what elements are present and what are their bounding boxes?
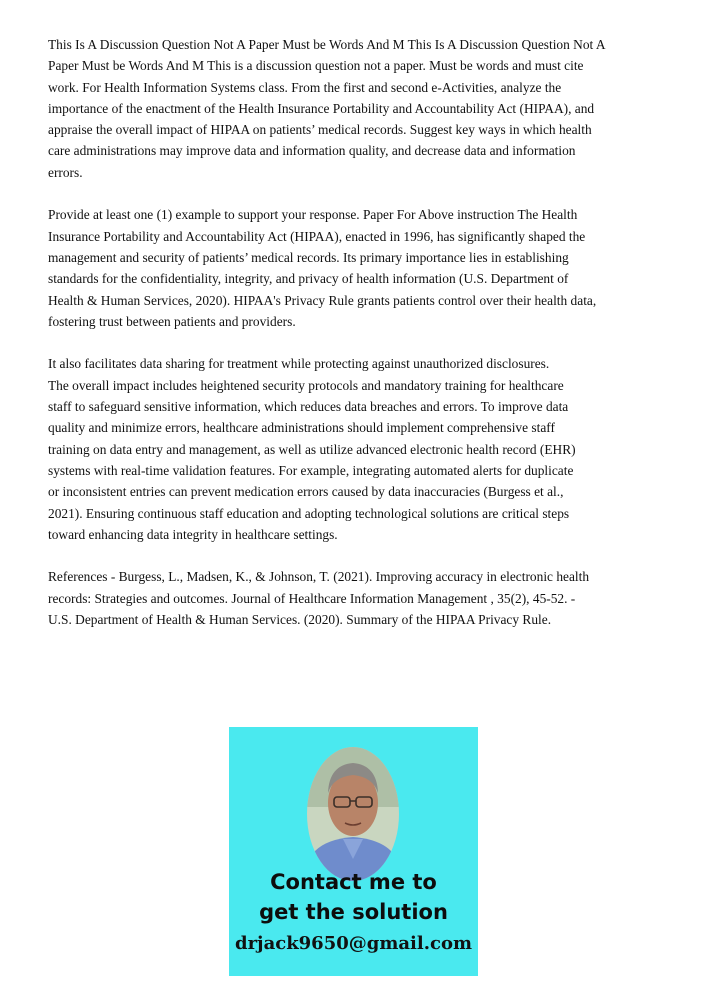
text-line: appraise the overall impact of HIPAA on patients’ medical records. Suggest key ways in which health	[48, 122, 592, 138]
text-line: records: Strategies and outcomes. Journal of Healthcare Information Management , 35(2), 45-52. -	[48, 590, 576, 606]
paragraph-question	[48, 34, 666, 183]
text-line: 2021). Ensuring continuous staff education and adopting technological solutions are critical steps	[48, 505, 570, 521]
text-line: This Is A Discussion Question Not A Paper Must be Words And M This Is A Discussion Question Not A	[48, 37, 606, 52]
text-line: or inconsistent entries can prevent medication errors caused by data inaccuracies (Burgess et al.,	[48, 484, 564, 500]
text-line: staff to safeguard sensitive information, which reduces data breaches and errors. To improve data	[48, 399, 569, 415]
text-line: training on data entry and management, as well as utilize advanced electronic health record (EHR)	[48, 441, 576, 457]
text-line: References - Burgess, L., Madsen, K., & Johnson, T. (2021). Improving accuracy in electronic health	[48, 569, 590, 585]
paragraph-answer-intro	[48, 204, 666, 332]
text-line: Provide at least one (1) example to support your response. Paper For Above instruction The Health	[48, 207, 578, 223]
text-line: standards for the confidentiality, integrity, and privacy of health information (U.S. Department of	[48, 271, 569, 287]
text-line: Insurance Portability and Accountability Act (HIPAA), enacted in 1996, has significantly shaped the	[48, 228, 586, 244]
paragraph-answer-body	[48, 353, 666, 545]
paragraph-references	[48, 566, 666, 630]
contact-heading-line: Contact me to	[270, 870, 437, 894]
text-line: U.S. Department of Health & Human Services. (2020). Summary of the HIPAA Privacy Rule.	[48, 612, 552, 628]
text-line: Paper Must be Words And M This is a discussion question not a paper. Must be words and must cite	[48, 58, 584, 74]
text-line: The overall impact includes heightened security protocols and mandatory training for healthcare	[48, 377, 564, 393]
paragraph-spacer	[48, 332, 666, 353]
contact-email: drjack9650@gmail.com	[234, 933, 473, 954]
text-line: fostering trust between patients and providers.	[48, 313, 296, 329]
contact-card	[229, 727, 478, 976]
text-line: importance of the enactment of the Health Insurance Portability and Accountability Act (HIPAA), and	[48, 100, 595, 116]
person-photo-icon	[307, 747, 399, 881]
contact-heading	[229, 867, 478, 927]
text-line: work. For Health Information Systems class. From the first and second e-Activities, analyze the	[48, 79, 562, 95]
text-line: quality and minimize errors, healthcare administrations should implement comprehensive staff	[48, 420, 555, 436]
text-line: care administrations may improve data and information quality, and decrease data and information	[48, 143, 576, 159]
text-line: toward enhancing data integrity in healthcare settings.	[48, 526, 338, 542]
text-line: Health & Human Services, 2020). HIPAA's Privacy Rule grants patients control over their health data,	[48, 292, 597, 308]
contact-heading-line: get the solution	[259, 900, 448, 924]
text-line: management and security of patients’ medical records. Its primary importance lies in establishing	[48, 249, 569, 265]
text-line: It also facilitates data sharing for treatment while protecting against unauthorized disclosures.	[48, 356, 550, 372]
document-body	[48, 34, 666, 630]
text-line: systems with real-time validation features. For example, integrating automated alerts for duplicate	[48, 462, 574, 478]
paragraph-spacer	[48, 183, 666, 204]
text-line: errors.	[48, 164, 83, 180]
paragraph-spacer	[48, 545, 666, 566]
